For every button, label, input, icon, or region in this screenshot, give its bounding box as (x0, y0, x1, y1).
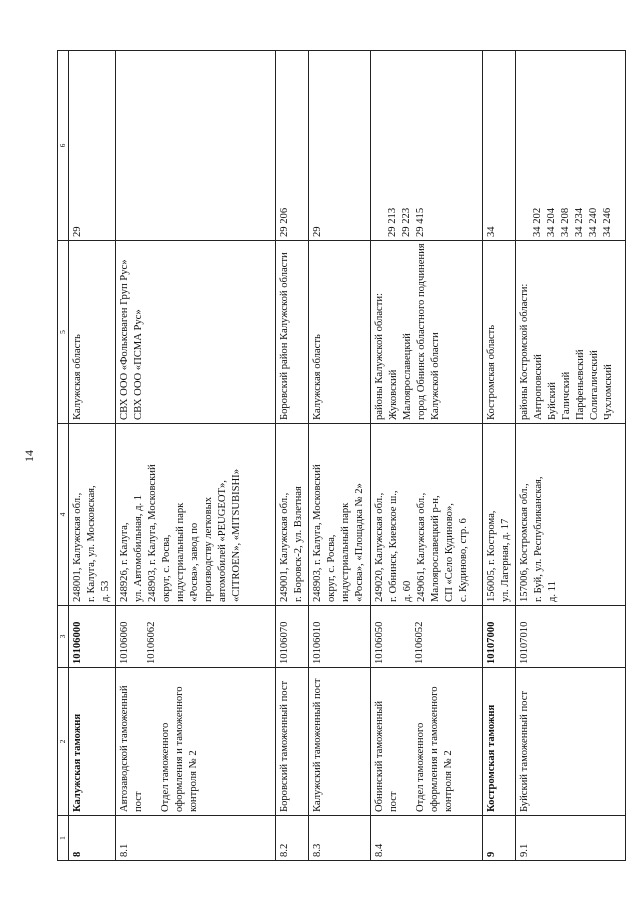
table-row (115, 51, 275, 861)
cell-line: 249061, Калужская обл., (415, 492, 427, 602)
cell-line: 10107000 (485, 621, 497, 664)
cell-line: 10106050 (373, 621, 385, 664)
row-number-cell: 9 (482, 816, 515, 861)
cell-line: Костромская таможня (485, 704, 497, 812)
cell-line: «CITROEN», «MITSUBISHI» (230, 468, 242, 602)
cell-line: 10106010 (311, 621, 323, 664)
cell-line: СВХ ООО «ПСМА Рус» (132, 309, 144, 420)
cell-line: производству легковых (202, 496, 214, 602)
region-cell (308, 241, 370, 424)
address-cell (275, 424, 308, 606)
address-cell (482, 424, 515, 606)
cell-line (118, 54, 131, 237)
cell-line: индустриальный парк (339, 502, 351, 602)
oktmo-code-cell (308, 51, 370, 241)
cell-line (401, 671, 414, 812)
cell-line: Жуковский (387, 369, 399, 420)
column-number: 2 (58, 668, 69, 816)
cell-line: Галичский (560, 371, 572, 420)
cell-line: Отдел таможенного (414, 722, 426, 812)
cell-line: 29 415 (414, 207, 426, 237)
cell-line: 10106000 (72, 621, 83, 664)
cell-line (387, 609, 400, 664)
column-number: 4 (58, 424, 69, 606)
cell-line: контроля № 2 (442, 750, 454, 812)
row-number-cell: 8.3 (308, 816, 370, 861)
cell-line: Калужский таможенный пост (311, 678, 323, 812)
cell-line: районы Костромской области: (518, 283, 530, 420)
column-number: 5 (58, 241, 69, 424)
cell-line: пост (132, 791, 144, 812)
column-number-row (58, 51, 69, 861)
region-cell (115, 241, 275, 424)
cell-line: Буйский таможенный пост (518, 690, 530, 812)
oktmo-code-cell (275, 51, 308, 241)
cell-line (146, 671, 159, 812)
cell-line: 10106070 (278, 621, 290, 664)
cell-line (132, 609, 145, 664)
cell-line: оформления и таможенного (428, 686, 440, 812)
oktmo-code-cell (69, 51, 116, 241)
cell-line: Калужская область (72, 334, 83, 420)
row-number-cell: 8.4 (370, 816, 482, 861)
cell-line: районы Калужской области: (373, 293, 385, 420)
oktmo-code-cell (515, 51, 625, 241)
post-code-cell (69, 606, 116, 668)
cell-line: 34 202 (531, 207, 543, 237)
cell-line: Антроповский (532, 354, 544, 420)
cell-line: 249001, Калужская обл., (278, 492, 290, 602)
cell-line (518, 54, 531, 237)
cell-line: д. 60 (401, 580, 413, 602)
cell-line: Отдел таможенного (159, 722, 171, 812)
table-row (69, 51, 116, 861)
table-row (370, 51, 482, 861)
post-code-cell (115, 606, 275, 668)
cell-line: д. 11 (546, 581, 558, 602)
page-number: 14 (22, 450, 36, 462)
oktmo-code-cell (370, 51, 482, 241)
post-code-cell (308, 606, 370, 668)
cell-line: ул. Автомобильная, д. 1 (132, 494, 144, 602)
cell-line: округ, с. Росва, (160, 534, 172, 602)
region-cell (515, 241, 625, 424)
cell-line: 34 204 (545, 207, 557, 237)
cell-line (400, 609, 413, 664)
post-code-cell (370, 606, 482, 668)
cell-line: 248926, г. Калуга, (118, 522, 130, 602)
cell-line: Чухломский (602, 364, 614, 420)
post-name-cell (515, 668, 625, 816)
table-row (275, 51, 308, 861)
cell-line: ул. Лагерная, д. 17 (499, 518, 511, 602)
table-body (58, 51, 626, 861)
cell-line: СП «Село Кудиново», (443, 503, 455, 602)
cell-line: 10106060 (118, 621, 130, 664)
cell-line: пост (387, 791, 399, 812)
cell-line: Буйский (546, 382, 558, 420)
cell-line: Калужская таможня (72, 713, 83, 812)
cell-line: Боровский район Калужской области (278, 252, 290, 420)
cell-line: 156005, г. Кострома, (485, 510, 497, 602)
cell-line: Малоярославецкий (401, 333, 413, 420)
cell-line: СВХ ООО «Фольксваген Груп Рус» (118, 259, 130, 420)
cell-line: 10106062 (145, 621, 157, 664)
cell-line: 10107010 (518, 621, 530, 664)
cell-line: контроля № 2 (187, 750, 199, 812)
address-cell (308, 424, 370, 606)
cell-line: 34 240 (587, 207, 599, 237)
cell-line: 34 (485, 226, 497, 237)
post-code-cell (482, 606, 515, 668)
cell-line: 157006, Костромская обл., (518, 483, 530, 602)
post-code-cell (275, 606, 308, 668)
row-number-cell: 8.2 (275, 816, 308, 861)
region-cell (370, 241, 482, 424)
address-cell (69, 424, 116, 606)
cell-line: г. Буй, ул. Республиканская, (532, 476, 544, 602)
cell-line: 34 234 (573, 207, 585, 237)
customs-register-table (57, 50, 626, 861)
cell-line: Калужской области (429, 332, 441, 420)
cell-line: 34 208 (559, 207, 571, 237)
table-row (308, 51, 370, 861)
cell-line: Костромская область (485, 324, 497, 420)
cell-line: 248903, г. Калуга, Московский (311, 464, 323, 602)
table-row (482, 51, 515, 861)
post-name-cell (370, 668, 482, 816)
post-name-cell (115, 668, 275, 816)
cell-line: Обнинский таможенный (373, 700, 385, 812)
cell-line: автомобилей «PEUGEOT», (216, 480, 228, 602)
post-name-cell (69, 668, 116, 816)
region-cell (275, 241, 308, 424)
cell-line: Солигаличский (588, 350, 600, 420)
table-row (515, 51, 625, 861)
cell-line: 29 213 (386, 207, 398, 237)
address-cell (115, 424, 275, 606)
rotated-table-stage (57, 51, 614, 861)
cell-line: округ, с. Росва, (325, 534, 337, 602)
cell-line (373, 54, 386, 237)
post-name-cell (275, 668, 308, 816)
cell-line: Боровский таможенный пост (278, 680, 290, 812)
column-number: 3 (58, 606, 69, 668)
region-cell (482, 241, 515, 424)
post-name-cell (308, 668, 370, 816)
cell-line: 248001, Калужская обл., (72, 492, 83, 602)
address-cell (515, 424, 625, 606)
cell-line: 249020, Калужская обл., (373, 492, 385, 602)
row-number-cell: 9.1 (515, 816, 625, 861)
cell-line: с. Кудиново, стр. 6 (457, 518, 469, 602)
cell-line: Парфеньевский (574, 349, 586, 420)
cell-line: 34 246 (601, 207, 613, 237)
cell-line: г. Боровск-2, ул. Взлетная (292, 486, 304, 602)
cell-line: 29 (311, 226, 323, 237)
post-name-cell (482, 668, 515, 816)
cell-line: Калужская область (311, 334, 323, 420)
cell-line: оформления и таможенного (173, 686, 185, 812)
oktmo-code-cell (482, 51, 515, 241)
cell-line: д. 53 (99, 580, 111, 602)
oktmo-code-cell (115, 51, 275, 241)
cell-line: г. Обнинск, Киевское ш., (387, 490, 399, 602)
cell-line: «Росва», завод по (188, 522, 200, 602)
cell-line: Малоярославецкий р-н, (429, 495, 441, 602)
post-code-cell (515, 606, 625, 668)
cell-line: 29 (72, 226, 83, 237)
cell-line: «Росва», «Площадка № 2» (353, 483, 365, 602)
cell-line: 248903, г. Калуга, Московский (146, 464, 158, 602)
cell-line: 29 223 (400, 207, 412, 237)
cell-line: Автозаводской таможенный (118, 685, 130, 812)
column-number: 1 (58, 816, 69, 861)
region-cell (69, 241, 116, 424)
cell-line: 29 206 (278, 207, 290, 237)
cell-line: город Обнинск областного подчинения (415, 243, 427, 420)
cell-line: 10106052 (413, 621, 425, 664)
column-number: 6 (58, 51, 69, 241)
cell-line: г. Калуга, ул. Московская, (85, 485, 97, 602)
address-cell (370, 424, 482, 606)
row-number-cell: 8.1 (115, 816, 275, 861)
row-number-cell: 8 (69, 816, 116, 861)
cell-line: индустриальный парк (174, 502, 186, 602)
